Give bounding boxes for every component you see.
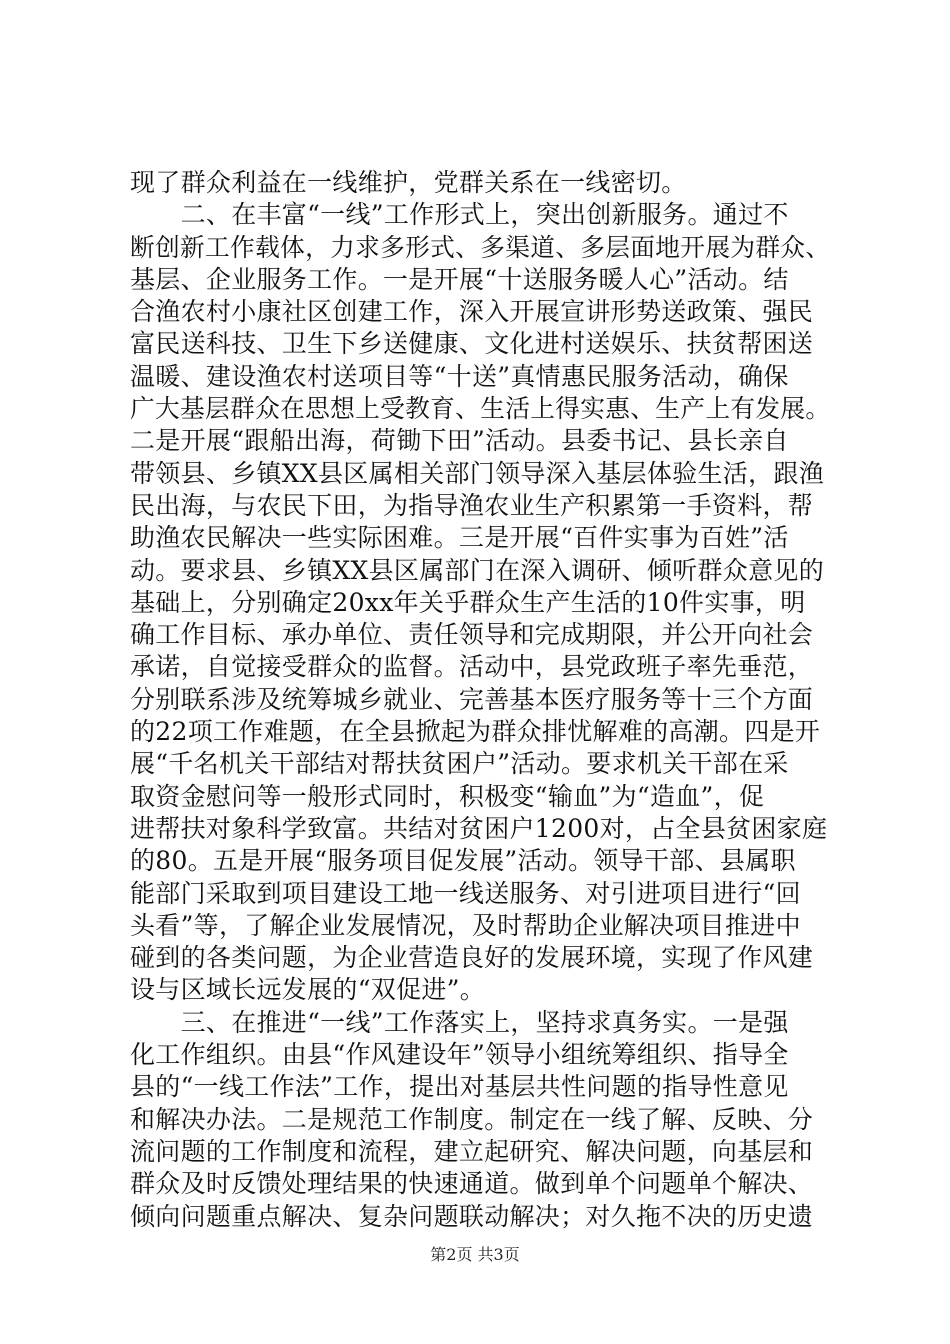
text-line: 群众及时反馈处理结果的快速通道。做到单个问题单个解决、 <box>130 1169 814 1199</box>
text-line: 二、在丰富“一线”工作形式上，突出创新服务。通过不 <box>130 200 789 230</box>
text-line: 取资金慰问等一般形式同时，积极变“输血”为“造血”，促 <box>130 781 765 811</box>
text-line: 流问题的工作制度和流程，建立起研究、解决问题，向基层和 <box>130 1136 814 1166</box>
text-line: 温暖、建设渔农村送项目等“十送”真情惠民服务活动，确保 <box>130 361 789 391</box>
text-line: 广大基层群众在思想上受教育、生活上得实惠、生产上有发展。 <box>130 394 831 424</box>
text-line: 确工作目标、承办单位、责任领导和完成期限，并公开向社会 <box>130 620 814 650</box>
text-line: 县的“一线工作法”工作，提出对基层共性问题的指导性意见 <box>130 1072 789 1102</box>
text-line: 的22项工作难题，在全县掀起为群众排忧解难的高潮。四是开 <box>130 717 821 747</box>
text-line: 基层、企业服务工作。一是开展“十送服务暖人心”活动。结 <box>130 264 789 294</box>
text-line: 现了群众利益在一线维护，党群关系在一线密切。 <box>130 168 687 197</box>
text-line: 基础上，分别确定20xx年关乎群众生产生活的10件实事，明 <box>130 587 806 617</box>
text-line: 分别联系涉及统筹城乡就业、完善基本医疗服务等十三个方面 <box>130 684 814 714</box>
text-line: 承诺，自觉接受群众的监督。活动中，县党政班子率先垂范， <box>130 652 814 682</box>
text-line: 助渔农民解决一些实际困难。三是开展“百件实事为百姓”活 <box>130 523 789 553</box>
text-line: 设与区域长远发展的“双促进”。 <box>130 975 486 1005</box>
text-line: 的80。五是开展“服务项目促发展”活动。领导干部、县属职 <box>130 846 796 876</box>
text-line: 二是开展“跟船出海，荷锄下田”活动。县委书记、县长亲自 <box>130 426 789 456</box>
text-line: 富民送科技、卫生下乡送健康、文化进村送娱乐、扶贫帮困送 <box>130 329 814 359</box>
text-line: 带领县、乡镇XX县区属相关部门领导深入基层体验生活，跟渔 <box>130 458 824 488</box>
document-body <box>130 167 830 1233</box>
text-line: 倾向问题重点解决、复杂问题联动解决；对久拖不决的历史遗 <box>130 1201 814 1231</box>
text-line: 进帮扶对象科学致富。共结对贫困户1200对，占全县贫困家庭 <box>130 813 828 843</box>
text-line: 头看”等，了解企业发展情况，及时帮助企业解决项目推进中 <box>130 910 801 940</box>
text-line: 合渔农村小康社区创建工作，深入开展宣讲形势送政策、强民 <box>130 297 814 327</box>
page-footer: 第2页 共3页 <box>430 1245 520 1264</box>
text-line: 展“千名机关干部结对帮扶贫困户”活动。要求机关干部在采 <box>130 749 789 779</box>
text-line: 和解决办法。二是规范工作制度。制定在一线了解、反映、分 <box>130 1104 814 1134</box>
text-line: 碰到的各类问题，为企业营造良好的发展环境，实现了作风建 <box>130 943 814 973</box>
text-line: 能部门采取到项目建设工地一线送服务、对引进项目进行“回 <box>130 878 801 908</box>
text-line: 民出海，与农民下田，为指导渔农业生产积累第一手资料，帮 <box>130 490 814 520</box>
text-line: 化工作组织。由县“作风建设年”领导小组统筹组织、指导全 <box>130 1040 789 1070</box>
text-line: 断创新工作载体，力求多形式、多渠道、多层面地开展为群众、 <box>130 232 831 262</box>
text-line: 三、在推进“一线”工作落实上，坚持求真务实。一是强 <box>130 1007 789 1037</box>
text-line: 动。要求县、乡镇XX县区属部门在深入调研、倾听群众意见的 <box>130 555 824 585</box>
